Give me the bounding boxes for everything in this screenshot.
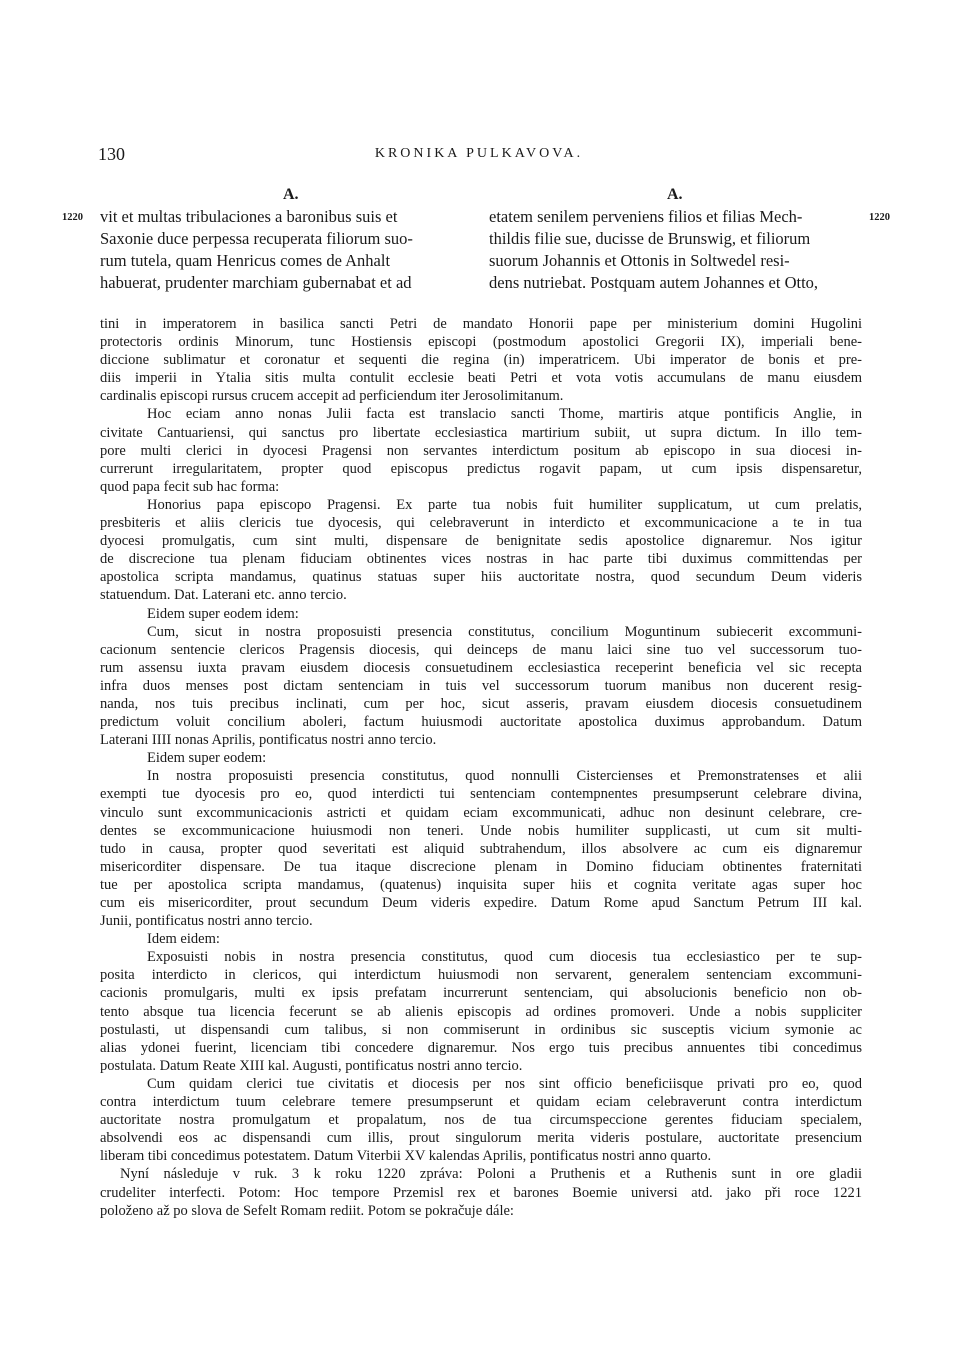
body-line: presbiteris et aliis clericis tue dyocesis, qui celebraverunt in interdicto et excommunicacione a te in tua [100,515,862,532]
left-margin-year: 1220 [62,212,83,223]
body-line: tue per apostolica scripta mandamus, (quatenus) inquisita super hiis et cognita veritate agas super hoc [100,876,862,893]
body-line: predictum voluit concilium aboleri, factum huiusmodi auctoritate apostolica duximus approbandum. Datum [100,714,862,731]
body-line: misericorditer dispensare. De tua itaque discrecione plenam in Domino fiduciam obtinentes fraternitati [100,858,862,875]
body-line: Exposuisti nobis in nostra presencia constitutus, quod cum diocesis tua ecclesiastico per te sup- [147,949,862,966]
page-number: 130 [98,144,125,164]
body-line: apostolica scripta mandamus, quatinus statuas super hiis auctoritate nostra, quod secundum Deum videris [100,569,862,586]
body-line: rum assensu iuxta pravam eiusdem diocesis consuetudinem ecclesiastica receperint beneficia vel sic recepta [100,659,862,676]
right-column-line: suorum Johannis et Ottonis in Soltwedel resi- [489,251,790,270]
body-line: quod papa fecit sub hac forma: [100,478,280,495]
body-line: currerunt irregularitatem, propter quod episcopus predictus rogavit papam, ut cum ipsis dispensaretur, [100,460,862,477]
body-line: cacionum sentencie clericos Pragensis diocesis, qui deinceps de manu laici sine tuo vel successorum tuo- [100,641,862,658]
body-line: diccione sublimatur et coronatur et sequenti die regina (in) imperatricem. Ubi imperator de bonis et pre- [100,352,862,369]
right-margin-year: 1220 [869,212,890,223]
body-text [100,315,862,1220]
body-line: In nostra proposuisti presencia constitutus, quod nonnulli Cistercienses et Premonstratenses et alii [147,768,862,785]
body-line: tudo in causa, propter quod severitati est aliquid subtrahendum, illos absolvere ac cum eis dignaremur [100,840,862,857]
left-column-line: vit et multas tribulaciones a baronibus suis et [100,207,398,226]
body-line: absolvendi eos ac dispensandi cum illis, prout singulorum merita videris postulare, auctoritate presencium [100,1130,862,1147]
body-line: alias ydonei fuerint, licenciam tibi concedere dignaremur. Nos ergo tuis precibus annuentes tibi concedimus [100,1039,862,1056]
body-line: Eidem super eodem idem: [147,605,299,622]
body-line: diis imperii in Ytalia sitis multa contulit ecclesie beati Petri et vota votis accumulans de manu eiusdem [100,370,862,387]
body-line: položeno až po slova de Sefelt Romam rediit. Potom se pokračuje dále: [100,1202,514,1219]
body-line: Honorius papa episcopo Pragensi. Ex parte tua nobis fuit humiliter supplicatum, ut cum prelatis, [147,496,862,513]
left-column-line: rum tutela, quam Henricus comes de Anhalt [100,251,391,270]
body-line: tento absque tua licencia fecerunt se ab alienis episcopis ad ordines promoveri. Unde a nobis suppliciter [100,1003,862,1020]
left-column-line: habuerat, prudenter marchiam gubernabat et ad [100,273,412,292]
body-line: civitate Cantuariensi, qui sanctus pro libertate ecclesiastica martirium subiit, ut supra dictum. In illo tem- [100,424,862,441]
body-line: cardinalis episcopi rursus crucem accepit ad perficiendum iter Jerosolimitanum. [100,388,564,405]
body-line: nanda, nos tuis precibus inclinati, cum per hoc, sicut asseris, pravam eiusdem diocesis consuetudinem [100,695,862,712]
left-column-line: Saxonie duce perpessa recuperata filiorum suo- [100,229,413,248]
body-line: dentes se excommunicacione huiusmodi non teneri. Unde nobis humiliter supplicasti, ut cum sit multi- [100,822,862,839]
body-line: cum eis misericorditer, prout secundum Deum videris expedire. Datum Rome apud Sanctum Petrum III kal. [100,895,862,911]
left-column-heading: A. [283,186,299,203]
body-line: vinculo sunt excommunicacionis astricti et quidam eciam excommunicati, adhuc non desinunt celebrare, cre- [100,804,862,821]
body-line: Junii, pontificatus nostri anno tercio. [100,913,313,930]
body-line: Eidem super eodem: [147,750,267,767]
page-header [98,144,860,166]
right-column-heading: A. [667,186,683,203]
right-column-line: dens nutriebat. Postquam autem Johannes et Otto, [489,273,819,292]
running-title: KRONIKA PULKAVOVA. [374,146,584,161]
body-line: tini in imperatorem in basilica sancti Petri de mandato Honorii pape per ministerium domini Hugolini [100,316,862,332]
body-line: Hoc eciam anno nonas Julii facta est translacio sancti Thome, martiris atque pontificis Anglie, in [147,406,862,423]
body-line: posita interdicto in clericos, qui interdictum huiusmodi non servarent, generalem sentenciam excommuni- [100,967,862,984]
body-line: contra interdictum tuum celebrare temere presumpserunt et quidam eciam celebraverunt contra interdictum [100,1094,862,1111]
body-line: pore multi clerici in dyocesi Pragensi non servantes interdictum positum ab episcopo in sua diocesi in- [100,442,862,459]
body-line: Idem eidem: [147,931,220,948]
body-line: statuendum. Dat. Laterani etc. anno tercio. [100,587,347,604]
body-line: postulata. Datum Reate XIII kal. Augusti, pontificatus nostri anno tercio. [100,1057,523,1074]
body-line: Nyní následuje v ruk. 3 k roku 1220 zpráva: Poloni a Pruthenis et a Ruthenis sunt in ore gladii [120,1166,862,1183]
right-column-line: thildis filie sue, ducisse de Brunswig, et filiorum [489,229,811,248]
body-line: Cum quidam clerici tue civitatis et diocesis per nos sint officio beneficiisque privati pro eo, quod [147,1075,862,1092]
body-line: crudeliter interfecti. Potom: Hoc tempore Przemisl rex et barones Boemie universi atd. jako při roce 1221 [100,1184,862,1201]
body-line: postulasti, ut dispensandi cum talibus, si non commiserunt in ordinibus sic susceptis vicium symonie ac [100,1021,862,1038]
body-line: liberam tibi concedimus potestatem. Datum Viterbii XV kalendas Aprilis, pontificatus nostri anno quarto. [100,1148,712,1165]
body-line: exempti tue dyocesis pro eo, quod interdicti tui sentenciam contempnentes presumpserunt celebrare divina, [100,786,862,803]
body-line: cacionis promulgaris, multi ex ipsis prefatam incurrerunt sentenciam, qui absolucionis beneficio non ob- [100,985,862,1002]
body-line: dyocesi promulgatis, cum sint multi, dispensare de benignitate sedis apostolice dignaremur. Nos igitur [100,533,862,550]
body-line: protectoris ordinis Minorum, tunc Hostiensis episcopi (postmodum apostolici Gregorii IX), imperiali bene- [100,334,862,351]
body-line: auctoritate nostra promulgatum et propalatum, nos de tua circumspeccione gerentes fiduciam specialem, [100,1112,862,1129]
body-line: Cum, sicut in nostra proposuisti presencia constitutus, concilium Moguntinum subiecerit excommuni- [147,623,862,640]
right-column-line: etatem senilem perveniens filios et filias Mech- [489,207,803,226]
body-line: de discrecione tua plenam fiduciam obtinentes vices nostras in hac parte tibi duximus committendas per [100,551,862,568]
body-line: Laterani IIII nonas Aprilis, pontificatus nostri anno tercio. [100,732,437,749]
body-line: infra duos menses post dictam sentenciam in tuis vel successorum tuorum manibus non ducerent resig- [100,677,862,694]
